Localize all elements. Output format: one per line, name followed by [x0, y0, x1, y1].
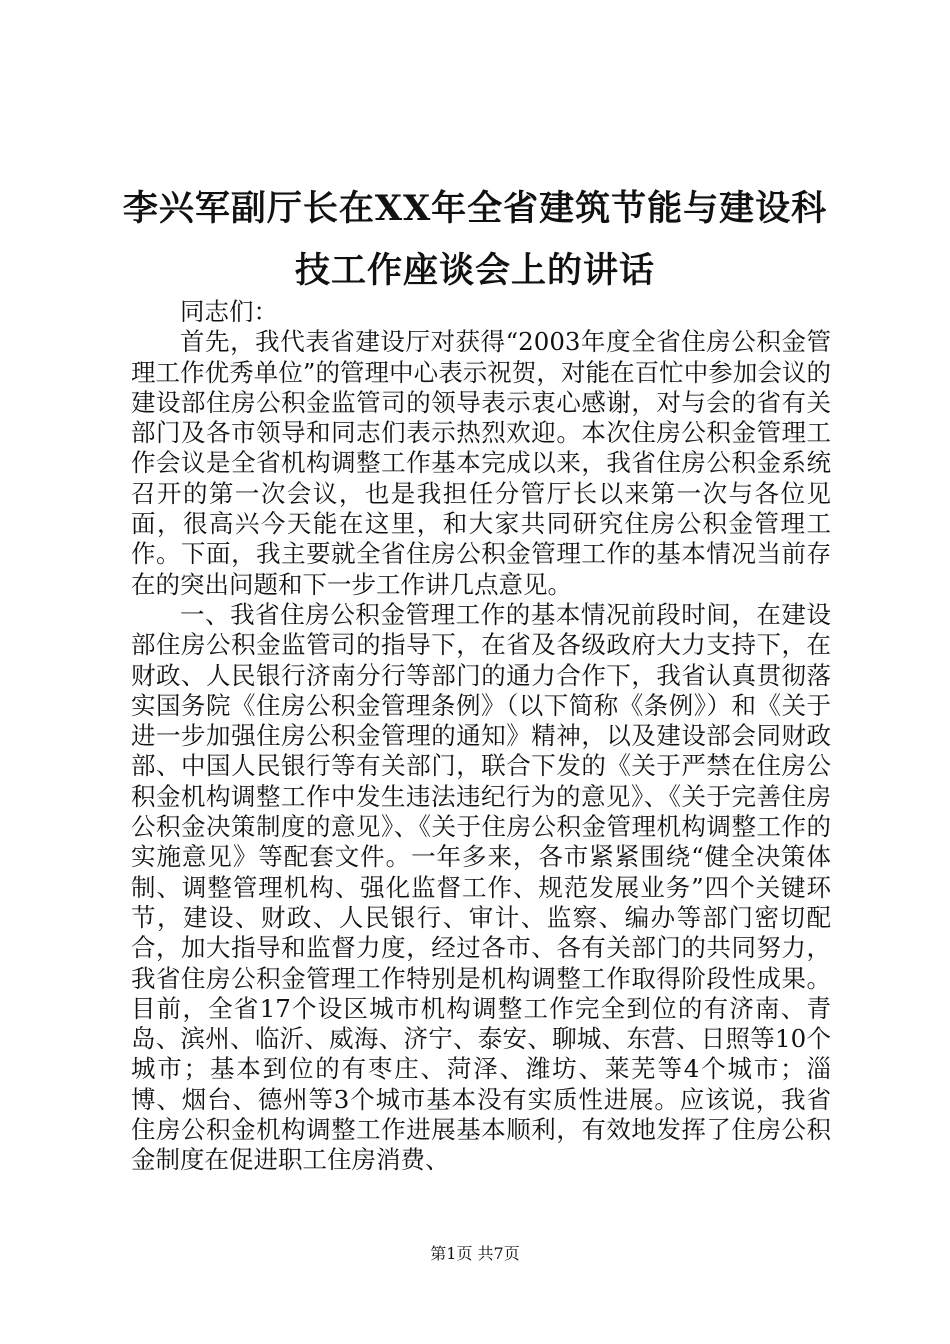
opening-paragraph: 首先，我代表省建设厅对获得“2003年度全省住房公积金管理工作优秀单位”的管理中心表示祝贺，对能在百忙中参加会议的建设部住房公积金监管司的领导表示衷心感谢，对与会的省有关部门及各市领导和同志们表示热烈欢迎。本次住房公积金管理工作会议是全省机构调整工作基本完成以来，我省住房公积金系统召开的第一次会议，也是我担任分管厅长以来第一次与各位见面，很高兴今天能在这里，和大家共同研究住房公积金管理工作。下面，我主要就全省住房公积金管理工作的基本情况当前存在的突出问题和下一步工作讲几点意见。 — [131, 327, 831, 599]
salutation-paragraph: 同志们： — [180, 297, 278, 326]
document-title: 李兴军副厅长在XX年全省建筑节能与建设科技工作座谈会上的讲话 — [122, 188, 828, 291]
document-body — [131, 297, 831, 1176]
section-one-paragraph: 一、我省住房公积金管理工作的基本情况前段时间，在建设部住房公积金监管司的指导下，在省及各级政府大力支持下，在财政、人民银行济南分行等部门的通力合作下，我省认真贯彻落实国务院《住房公积金管理条例》（以下简称《条例》）和《关于进一步加强住房公积金管理的通知》精神，以及建设部会同财政部、中国人民银行等有关部门，联合下发的《关于严禁在住房公积金机构调整工作中发生违法违纪行为的意见》、《关于完善住房公积金决策制度的意见》、《关于住房公积金管理机构调整工作的实施意见》等配套文件。一年多来，各市紧紧围绕“健全决策体制、调整管理机构、强化监督工作、规范发展业务”四个关键环节，建设、财政、人民银行、审计、监察、编办等部门密切配合，加大指导和监督力度，经过各市、各有关部门的共同努力，我省住房公积金管理工作特别是机构调整工作取得阶段性成果。目前，全省17个设区城市机构调整工作完全到位的有济南、青岛、滨州、临沂、威海、济宁、泰安、聊城、东营、日照等10个城市；基本到位的有枣庄、菏泽、潍坊、莱芜等4个城市；淄博、烟台、德州等3个城市基本没有实质性进展。应该说，我省住房公积金机构调整工作进展基本顺利，有效地发挥了住房公积金制度在促进职工住房消费、 — [131, 599, 831, 1175]
page-number-footer: 第1页 共7页 — [430, 1244, 520, 1263]
